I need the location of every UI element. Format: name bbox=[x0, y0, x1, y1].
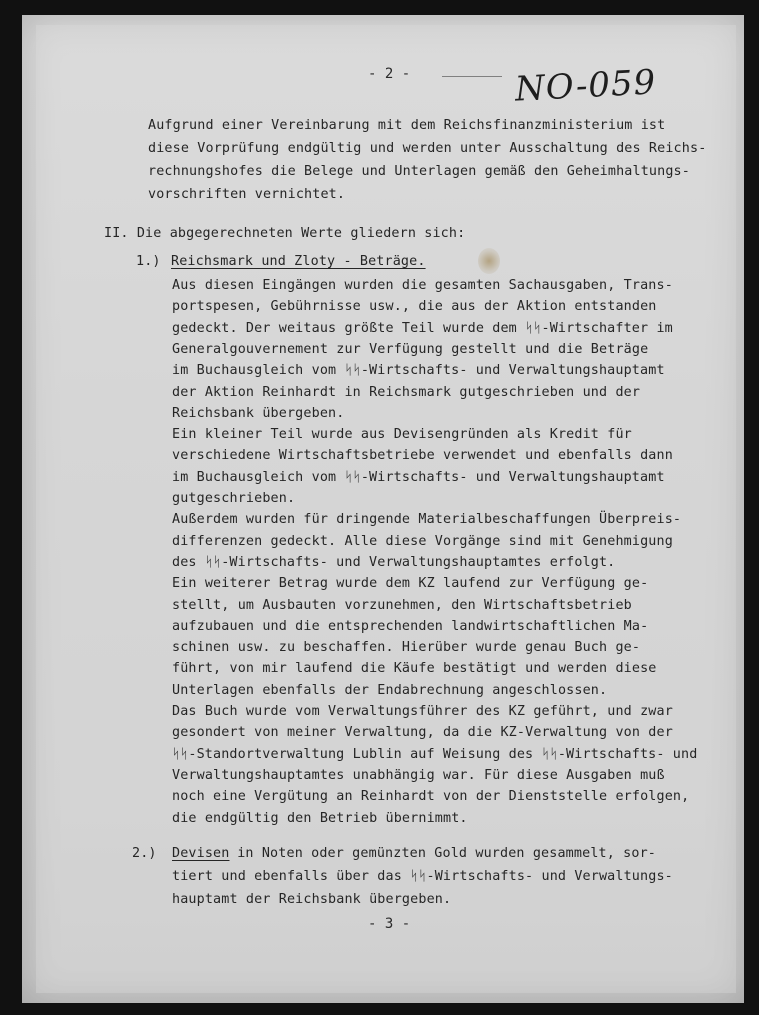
body-line: führt, von mir laufend die Käufe bestätigt und werden diese bbox=[172, 661, 657, 677]
body-line: ᛋᛋ-Standortverwaltung Lublin auf Weisung des ᛋᛋ-Wirtschafts- und bbox=[172, 746, 698, 762]
body-line: Ein weiterer Betrag wurde dem KZ laufend zur Verfügung ge- bbox=[172, 576, 649, 592]
body-line: portspesen, Gebührnisse usw., die aus der Aktion entstanden bbox=[172, 299, 657, 315]
body-line: Verwaltungshauptamtes unabhängig war. Für diese Ausgaben muß bbox=[172, 767, 665, 783]
body-line: die endgültig den Betrieb übernimmt. bbox=[172, 810, 468, 826]
body-line: Unterlagen ebenfalls der Endabrechnung angeschlossen. bbox=[172, 682, 608, 698]
body-line: Aus diesen Eingängen wurden die gesamten Sachausgaben, Trans- bbox=[172, 278, 673, 293]
body-line: Generalgouvernement zur Verfügung gestellt und die Beträge bbox=[172, 341, 649, 357]
body-line: gesondert von meiner Verwaltung, da die KZ-Verwaltung von der bbox=[172, 725, 673, 741]
body-line: verschiedene Wirtschaftsbetriebe verwendet und ebenfalls dann bbox=[172, 448, 673, 464]
header-rule bbox=[442, 76, 502, 77]
intro-line: vorschriften vernichtet. bbox=[148, 187, 346, 202]
item-line: in Noten oder gemünzten Gold wurden gesammelt, sor- bbox=[229, 846, 657, 861]
item-title: Reichsmark und Zloty - Beträge. bbox=[171, 254, 426, 269]
intro-line: diese Vorprüfung endgültig und werden unter Ausschaltung des Reichs- bbox=[148, 141, 707, 156]
intro-line: Aufgrund einer Vereinbarung mit dem Reichsfinanzministerium ist bbox=[148, 118, 666, 133]
item-line: tiert und ebenfalls über das ᛋᛋ-Wirtschafts- und Verwaltungs- bbox=[172, 869, 673, 884]
body-line: stellt, um Ausbauten vorzunehmen, den Wirtschaftsbetrieb bbox=[172, 597, 632, 613]
body-line: Ein kleiner Teil wurde aus Devisengründen als Kredit für bbox=[172, 427, 632, 443]
body-line: Außerdem wurden für dringende Materialbeschaffungen Überpreis- bbox=[172, 512, 682, 528]
body-line: Das Buch wurde vom Verwaltungsführer des KZ geführt, und zwar bbox=[172, 704, 673, 719]
item-number: 1.) bbox=[136, 254, 161, 269]
body-line: differenzen gedeckt. Alle diese Vorgänge sind mit Genehmigung bbox=[172, 533, 673, 549]
section-heading: II. Die abgegerechneten Werte gliedern sich: bbox=[104, 226, 466, 241]
item-title: Devisen bbox=[172, 846, 230, 861]
body-line: der Aktion Reinhardt in Reichsmark gutgeschrieben und der bbox=[172, 384, 641, 400]
item-line: hauptamt der Reichsbank übergeben. bbox=[172, 892, 452, 907]
body-line: im Buchausgleich vom ᛋᛋ-Wirtschafts- und Verwaltungshauptamt bbox=[172, 469, 665, 485]
item-number: 2.) bbox=[132, 846, 157, 861]
body-line: gutgeschrieben. bbox=[172, 491, 296, 506]
body-line: aufzubauen und die entsprechenden landwirtschaftlichen Ma- bbox=[172, 618, 649, 634]
body-line: gedeckt. Der weitaus größte Teil wurde dem ᛋᛋ-Wirtschafter im bbox=[172, 320, 673, 336]
intro-line: rechnungshofes die Belege und Unterlagen gemäß den Geheimhaltungs- bbox=[148, 164, 690, 179]
body-line: im Buchausgleich vom ᛋᛋ-Wirtschafts- und Verwaltungshauptamt bbox=[172, 363, 665, 379]
body-line: schinen usw. zu beschaffen. Hierüber wurde genau Buch ge- bbox=[172, 640, 641, 656]
page-number: - 2 - bbox=[368, 66, 411, 82]
stain-mark bbox=[478, 248, 500, 274]
body-line: des ᛋᛋ-Wirtschafts- und Verwaltungshauptamtes erfolgt. bbox=[172, 554, 616, 570]
document-id-stamp: NO-059 bbox=[514, 62, 658, 110]
body-line: Reichsbank übergeben. bbox=[172, 405, 345, 421]
next-page-number: - 3 - bbox=[368, 916, 411, 932]
body-line: noch eine Vergütung an Reinhardt von der Dienststelle erfolgen, bbox=[172, 789, 690, 805]
